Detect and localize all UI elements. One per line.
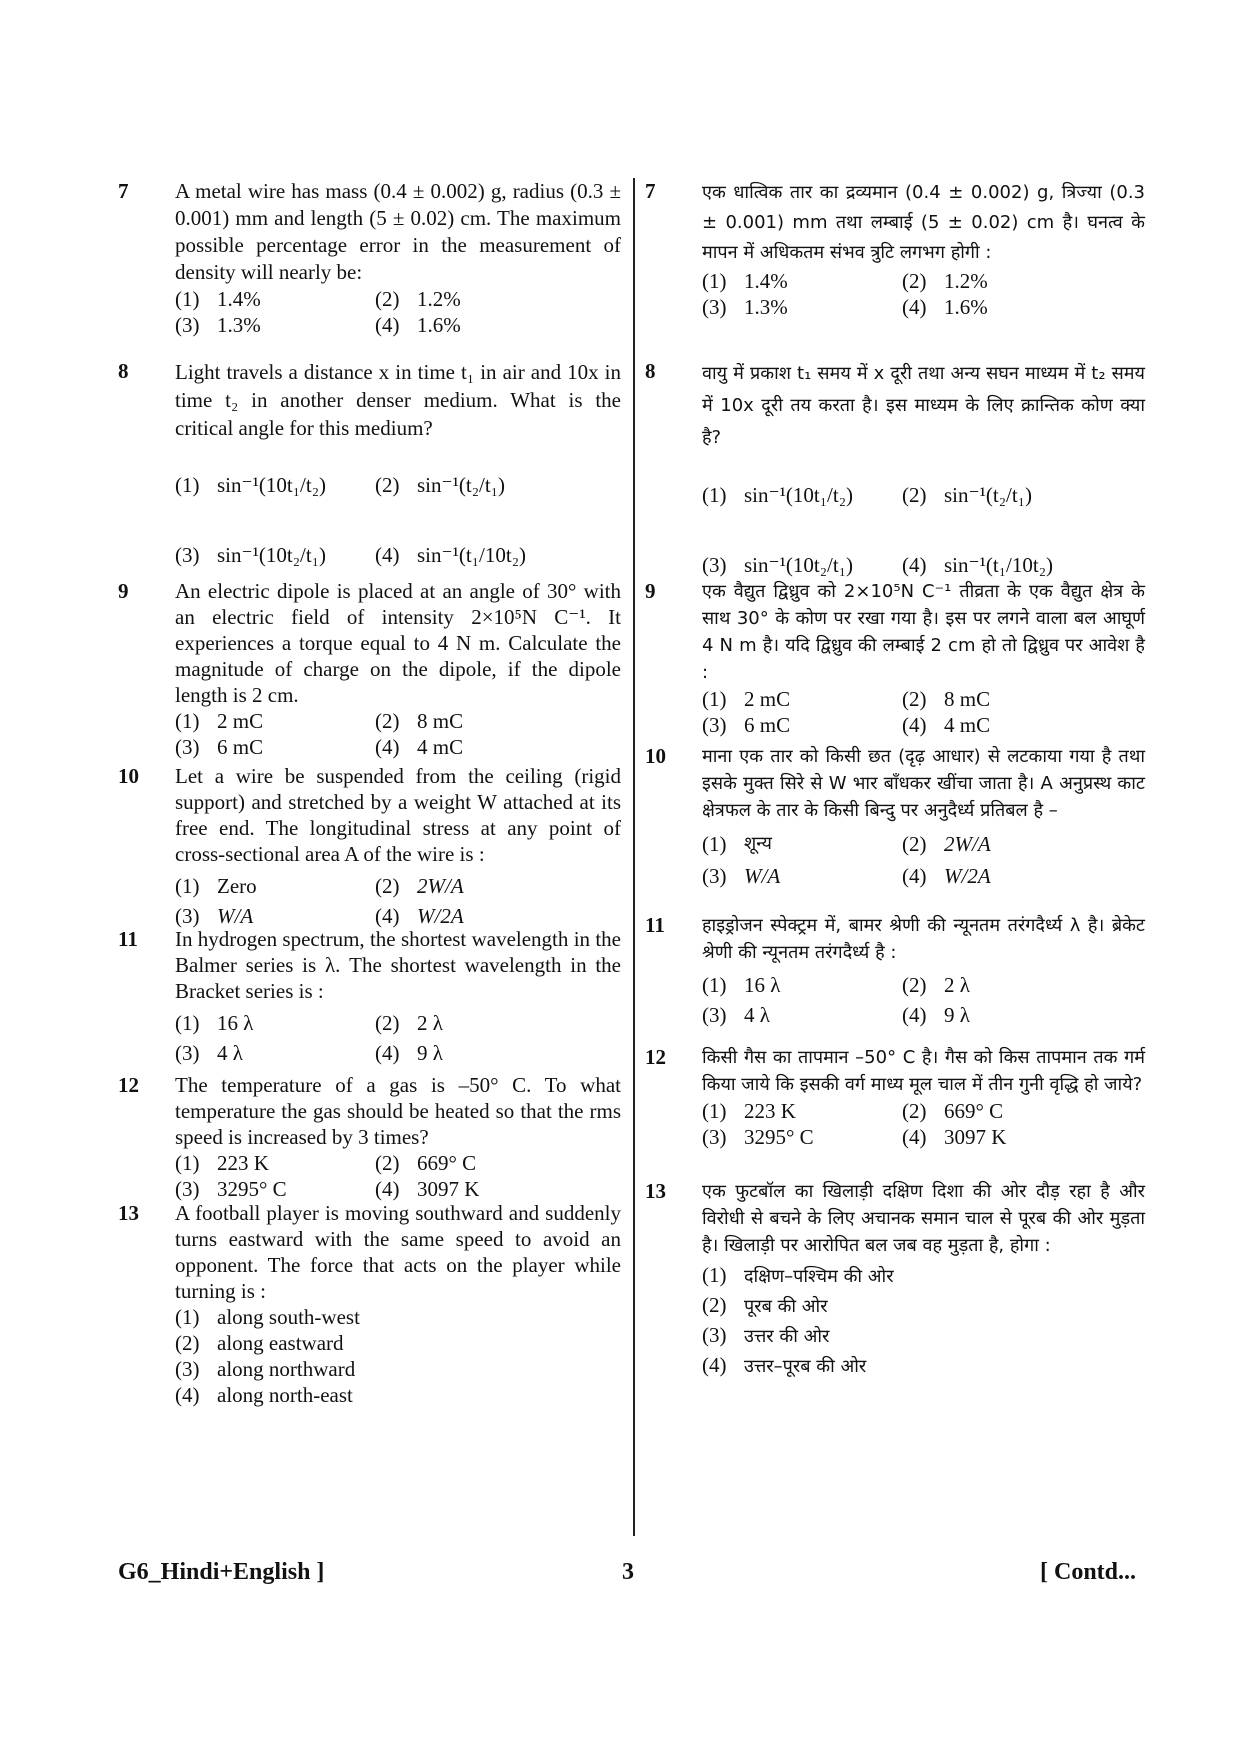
question-10-english [118, 763, 621, 931]
option-4[interactable]: (4) 4 mC [902, 713, 991, 737]
question-13-hindi [645, 1178, 1145, 1381]
option-4[interactable]: (4) 9 λ [375, 1041, 443, 1065]
question-text: A metal wire has mass (0.4 ± 0.002) g, radius (0.3 ± 0.001) mm and length (5 ± 0.02) cm. The maximum possible percentage error in the measurement of density will nearly be: [175, 179, 621, 284]
options [175, 1008, 621, 1068]
question-number: 9 [645, 579, 656, 603]
option-3[interactable]: (3) 3295° C [702, 1125, 814, 1149]
option-4[interactable]: (4) sin⁻¹(t₁/10t₂) [902, 553, 1054, 577]
option-1[interactable]: (1) शून्य [702, 832, 772, 856]
page-number: 3 [622, 1559, 634, 1585]
question-text: Light travels a distance x in time t₁ in air and 10x in time t₂ in another denser medium. What is the critical angle for this medium? [175, 360, 621, 440]
question-number: 8 [645, 359, 656, 383]
options [702, 268, 1145, 320]
option-2[interactable]: (2) 1.2% [902, 269, 988, 293]
option-1[interactable]: (1) 2 mC [702, 687, 791, 711]
question-number: 12 [645, 1045, 666, 1069]
option-1[interactable]: (1) 16 λ [702, 973, 781, 997]
option-2[interactable]: (2) 669° C [375, 1151, 477, 1175]
option-4[interactable]: (4) 3097 K [375, 1177, 480, 1201]
option-3[interactable]: (3) 3295° C [175, 1177, 287, 1201]
question-7-hindi [645, 178, 1145, 320]
question-number: 11 [645, 913, 665, 937]
options [175, 871, 621, 931]
question-number: 8 [118, 359, 129, 383]
option-1[interactable]: (1) along south-west [175, 1305, 360, 1329]
option-4[interactable]: (4) W/2A [902, 864, 991, 888]
question-8-english [118, 358, 621, 590]
question-number: 13 [118, 1201, 139, 1225]
option-1[interactable]: (1) 1.4% [702, 269, 788, 293]
option-1[interactable]: (1) 16 λ [175, 1011, 254, 1035]
question-number: 7 [118, 179, 129, 203]
question-8-hindi [645, 358, 1145, 600]
options [702, 686, 1145, 738]
option-3[interactable]: (3) sin⁻¹(10t₂/t₁) [702, 553, 854, 577]
question-text: एक वैद्युत द्विध्रुव को 2×10⁵N C⁻¹ तीव्रता के एक वैद्युत क्षेत्र के साथ 30° के कोण पर रखा गया है। इस पर लगने वाला बल आघूर्ण 4 N m है। यदि द्विध्रुव की लम्बाई 2 cm हो तो द्विध्रुव पर आवेश है : [702, 581, 1145, 683]
option-3[interactable]: (3) 1.3% [702, 295, 788, 319]
option-3[interactable]: (3) along northward [175, 1357, 356, 1381]
options [702, 1261, 1145, 1381]
options [702, 970, 1145, 1030]
question-text: Let a wire be suspended from the ceiling (rigid support) and stretched by a weight W attached at its free end. The longitudinal stress at any point of cross-sectional area A of the wire is : [175, 764, 621, 866]
question-text: एक धात्विक तार का द्रव्यमान (0.4 ± 0.002) g, त्रिज्या (0.3 ± 0.001) mm तथा लम्बाई (5 ± 0.02) cm है। घनत्व के मापन में अधिकतम संभव त्रुटि लगभग होगी : [702, 182, 1145, 263]
question-text: A football player is moving southward and suddenly turns eastward with the same speed to avoid an opponent. The force that acts on the player while turning is : [175, 1201, 621, 1303]
option-4[interactable]: (4) 1.6% [375, 313, 461, 337]
question-number: 9 [118, 579, 129, 603]
question-11-hindi [645, 912, 1145, 1030]
question-number: 10 [118, 764, 139, 788]
option-2[interactable]: (2) पूरब की ओर [702, 1293, 828, 1317]
question-text: वायु में प्रकाश t₁ समय में x दूरी तथा अन्य सघन माध्यम में t₂ समय में 10x दूरी तय करता है। इस माध्यम के लिए क्रान्तिक कोण क्या है? [702, 363, 1145, 448]
question-13-english [118, 1200, 621, 1408]
option-4[interactable]: (4) उत्तर–पूरब की ओर [702, 1353, 867, 1377]
option-1[interactable]: (1) 223 K [702, 1099, 796, 1123]
options [175, 1304, 621, 1408]
option-4[interactable]: (4) along north-east [175, 1383, 353, 1407]
question-number: 10 [645, 744, 666, 768]
option-3[interactable]: (3) उत्तर की ओर [702, 1323, 830, 1347]
question-number: 11 [118, 927, 138, 951]
question-number: 12 [118, 1073, 139, 1097]
option-3[interactable]: (3) 4 λ [175, 1041, 243, 1065]
question-12-english [118, 1072, 621, 1202]
option-2[interactable]: (2) 2 λ [375, 1011, 443, 1035]
option-3[interactable]: (3) W/A [175, 904, 254, 928]
option-2[interactable]: (2) 2W/A [375, 874, 464, 898]
option-2[interactable]: (2) 8 mC [375, 709, 464, 733]
option-1[interactable]: (1) 1.4% [175, 287, 261, 311]
option-4[interactable]: (4) 3097 K [902, 1125, 1007, 1149]
option-3[interactable]: (3) W/A [702, 864, 781, 888]
question-text: हाइड्रोजन स्पेक्ट्रम में, बामर श्रेणी की न्यूनतम तरंगदैर्ध्य λ है। ब्रेकेट श्रेणी की न्यूनतम तरंगदैर्ध्य है : [702, 915, 1145, 963]
question-text: किसी गैस का तापमान –50° C है। गैस को किस तापमान तक गर्म किया जाये कि इसकी वर्ग माध्य मूल चाल में तीन गुनी वृद्धि हो जाये? [702, 1047, 1145, 1095]
options [702, 828, 1145, 892]
option-4[interactable]: (4) 4 mC [375, 735, 464, 759]
option-2[interactable]: (2) 2W/A [902, 832, 991, 856]
options [175, 450, 621, 590]
option-4[interactable]: (4) 1.6% [902, 295, 988, 319]
option-4[interactable]: (4) sin⁻¹(t₁/10t₂) [375, 543, 527, 567]
option-2[interactable]: (2) along eastward [175, 1331, 344, 1355]
options [175, 286, 621, 338]
column-divider [633, 178, 635, 1536]
option-2[interactable]: (2) 2 λ [902, 973, 970, 997]
option-2[interactable]: (2) 1.2% [375, 287, 461, 311]
options [175, 708, 621, 760]
question-9-english [118, 578, 621, 760]
question-7-english [118, 178, 621, 338]
options [175, 1150, 621, 1202]
option-2[interactable]: (2) 669° C [902, 1099, 1004, 1123]
option-3[interactable]: (3) 6 mC [175, 735, 264, 759]
option-1[interactable]: (1) दक्षिण–पश्चिम की ओर [702, 1263, 894, 1287]
option-3[interactable]: (3) 1.3% [175, 313, 261, 337]
option-2[interactable]: (2) sin⁻¹(t₂/t₁) [902, 483, 1033, 507]
question-text: The temperature of a gas is –50° C. To what temperature the gas should be heated so that the rms speed is increased by 3 times? [175, 1073, 621, 1149]
question-9-hindi [645, 578, 1145, 738]
option-1[interactable]: (1) sin⁻¹(10t₁/t₂) [702, 483, 854, 507]
question-number: 7 [645, 179, 656, 203]
option-3[interactable]: (3) 4 λ [702, 1003, 770, 1027]
question-12-hindi [645, 1044, 1145, 1150]
option-1[interactable]: (1) 2 mC [175, 709, 264, 733]
question-10-hindi [645, 743, 1145, 892]
option-2[interactable]: (2) 8 mC [902, 687, 991, 711]
footer-code: G6_Hindi+English ] [118, 1559, 325, 1585]
option-3[interactable]: (3) sin⁻¹(10t₂/t₁) [175, 543, 327, 567]
question-text: An electric dipole is placed at an angle of 30° with an electric field of intensity 2×10⁵N C⁻¹. It experiences a torque equal to 4 N m. Calculate the magnitude of charge on the dipole, if the dipole length is 2 cm. [175, 579, 621, 707]
question-text: In hydrogen spectrum, the shortest wavelength in the Balmer series is λ. The shortest wavelength in the Bracket series is : [175, 927, 621, 1003]
footer-contd: [ Contd... [1040, 1559, 1137, 1585]
option-1[interactable]: (1) Zero [175, 874, 257, 898]
question-11-english [118, 926, 621, 1068]
option-4[interactable]: (4) 9 λ [902, 1003, 970, 1027]
option-4[interactable]: (4) W/2A [375, 904, 464, 928]
question-text: एक फुटबॉल का खिलाड़ी दक्षिण दिशा की ओर दौड़ रहा है और विरोधी से बचने के लिए अचानक समान चाल से पूरब की ओर मुड़ता है। खिलाड़ी पर आरोपित बल जब वह मुड़ता है, होगा : [702, 1181, 1145, 1256]
question-text: माना एक तार को किसी छत (दृढ़ आधार) से लटकाया गया है तथा इसके मुक्त सिरे से W भार बाँधकर खींचा जाता है। A अनुप्रस्थ काट क्षेत्रफल के तार के किसी बिन्दु पर अनुदैर्ध्य प्रतिबल है – [702, 746, 1145, 821]
option-3[interactable]: (3) 6 mC [702, 713, 791, 737]
options [702, 1098, 1145, 1150]
option-2[interactable]: (2) sin⁻¹(t₂/t₁) [375, 473, 506, 497]
option-1[interactable]: (1) 223 K [175, 1151, 269, 1175]
question-number: 13 [645, 1179, 666, 1203]
option-1[interactable]: (1) sin⁻¹(10t₁/t₂) [175, 473, 327, 497]
